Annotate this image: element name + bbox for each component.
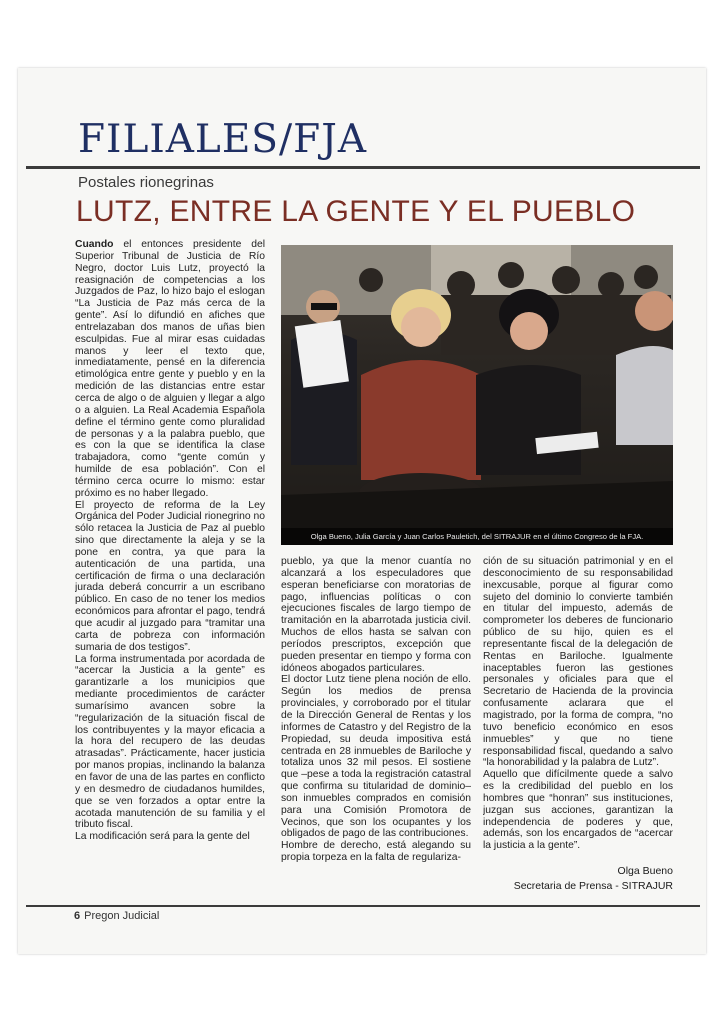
article-column-2 — [281, 556, 471, 891]
lead-word: Cuando — [75, 239, 114, 250]
photo-illustration — [281, 245, 673, 545]
photo-caption: Olga Bueno, Julia García y Juan Carlos Pauletich, del SITRAJUR en el último Congreso de la FJA. — [281, 528, 673, 545]
publication-name: Pregon Judicial — [84, 910, 160, 922]
page-footer — [74, 910, 159, 922]
article-column-1 — [75, 239, 265, 889]
paragraph — [75, 239, 265, 500]
photo-man-glasses — [291, 290, 357, 465]
paragraph: La modificación será para la gente del — [75, 831, 250, 843]
paragraph-text: el entonces presidente del Superior Tribunal de Justicia de Río Negro, doctor Luis Lutz, proyectó la reasignación de competencias a los Juzgados de Paz, lo hizo bajo el eslogan “La Justicia de Paz más cerca de la gente”. Así lo difundió en afiches que entrelazaban dos manos de uñas bien esculpidas. Fue al mirar esas cuidadas manos y leer el texto que, inmediatamente, pensé en la diferencia etimológica entre gente y pueblo y en la medición de las distancias entre estar cerca de algo o de alguien y llegar a algo o a alguien. La Real Academia Española define el término gente como pluralidad de personas y a la palabra pueblo, que es con la que se identifica la clase trabajadora, como “gente común y humilde de esa población”. Con el término cerca ocurre lo mismo: estar próximo es no haber llegado. — [75, 239, 265, 499]
paragraph: El proyecto de reforma de la Ley Orgánica del Poder Judicial rionegrino no sólo retacea la Justicia de Paz al pueblo sino que directamente la aleja y se la pone en contra, ya que para la autenticación de una partida, una certificación de firma o una declaración jurada deberá concurrir a un escribano público. En caso de no tener los medios económicos para afrontar el pago, tendrá que acudir al juzgado para “tramitar una carta de pobreza con información sumaria de dos testigos”. — [75, 499, 265, 653]
footer-rule — [26, 905, 700, 907]
paragraph: Hombre de derecho, está alegando su propia torpeza en la falta de regulariza- — [281, 840, 471, 864]
section-title: FILIALES/FJA — [78, 117, 368, 162]
author-role: Secretaria de Prensa - SITRAJUR — [513, 880, 673, 892]
header-rule — [26, 166, 700, 169]
paragraph: Aquello que difícilmente quede a salvo es la credibilidad del pueblo en los hombres que “honran” sus instituciones, juzgan sus acciones, garantizan la independencia de poderes y que, además, son los encargados de “acercar la justicia a la gente”. — [483, 769, 673, 852]
paragraph: ción de su situación patrimonial y en el desconocimiento de su responsabilidad inexcusable, porque al figurar como sujeto del dominio lo convierte también en titular del impuesto, además de comprometer los deberes de funcionario público de su hijo, quien es el representante fiscal de la delegación de Rentas en Bariloche. Igualmente inaceptables fueron las gestiones personales y oficiales para que el Secretario de Hacienda de la provincia confusamente aclarara que el magistrado, por la forma de compra, “no tuvo beneficio económico en esos inmuebles” y que no tiene responsabilidad fiscal, quedando a salvo “la honorabilidad y la palabra de Lutz”. — [483, 556, 673, 769]
paragraph: pueblo, ya que la menor cuantía no alcanzará a los especuladores que esperan beneficiarse con moratorias de pago, influencias políticas o con ejecuciones fiscales de largo tiempo de tramitación en la abarrotada justicia civil. Muchos de ellos hasta se salvan con períodos prescriptos, excepción que pueden presentar en tiempo y forma con idóneos abogados particulares. — [281, 556, 471, 674]
article-kicker: Postales rionegrinas — [78, 174, 214, 191]
article-headline: LUTZ, ENTRE LA GENTE Y EL PUEBLO — [76, 195, 636, 228]
article-column-3 — [483, 556, 673, 856]
paragraph: El doctor Lutz tiene plena noción de ello. Según los medios de prensa provinciales, y corroborado por el titular de la Dirección General de Rentas y los informes de Catastro y del Registro de la Propiedad, su deuda impositiva está centrada en 28 inmuebles de Bariloche y totaliza unos 32 mil pesos. El sostiene que –pese a toda la registración catastral que confirma su titularidad de dominio– son inmuebles comprados en comisión para una Comisión Promotora de Vecinos, que son los ocupantes y los obligados de pago de las contribuciones. — [281, 674, 471, 840]
page-number: 6 — [74, 910, 81, 922]
author-name: Olga Bueno — [617, 865, 673, 877]
magazine-page — [18, 68, 706, 954]
paragraph: La forma instrumentada por acordada de “acercar la Justicia a la gente” es garantizarle a los municipios que mediante procedimientos de carácter sumarísimo avancen sobre la “regularización de la situación fiscal de los contribuyentes y la mayor eficacia a la hora del recupero de las deudas atrasadas”. Prácticamente, hacer justicia por manos propias, inclinando la balanza en favor de una de las partes en conflicto y en desmedro de ciudadanos humildes, que se ven forzados a optar entre la acotada manutención de su familia y el tributo fiscal. — [75, 653, 265, 831]
article-photo — [281, 245, 673, 545]
